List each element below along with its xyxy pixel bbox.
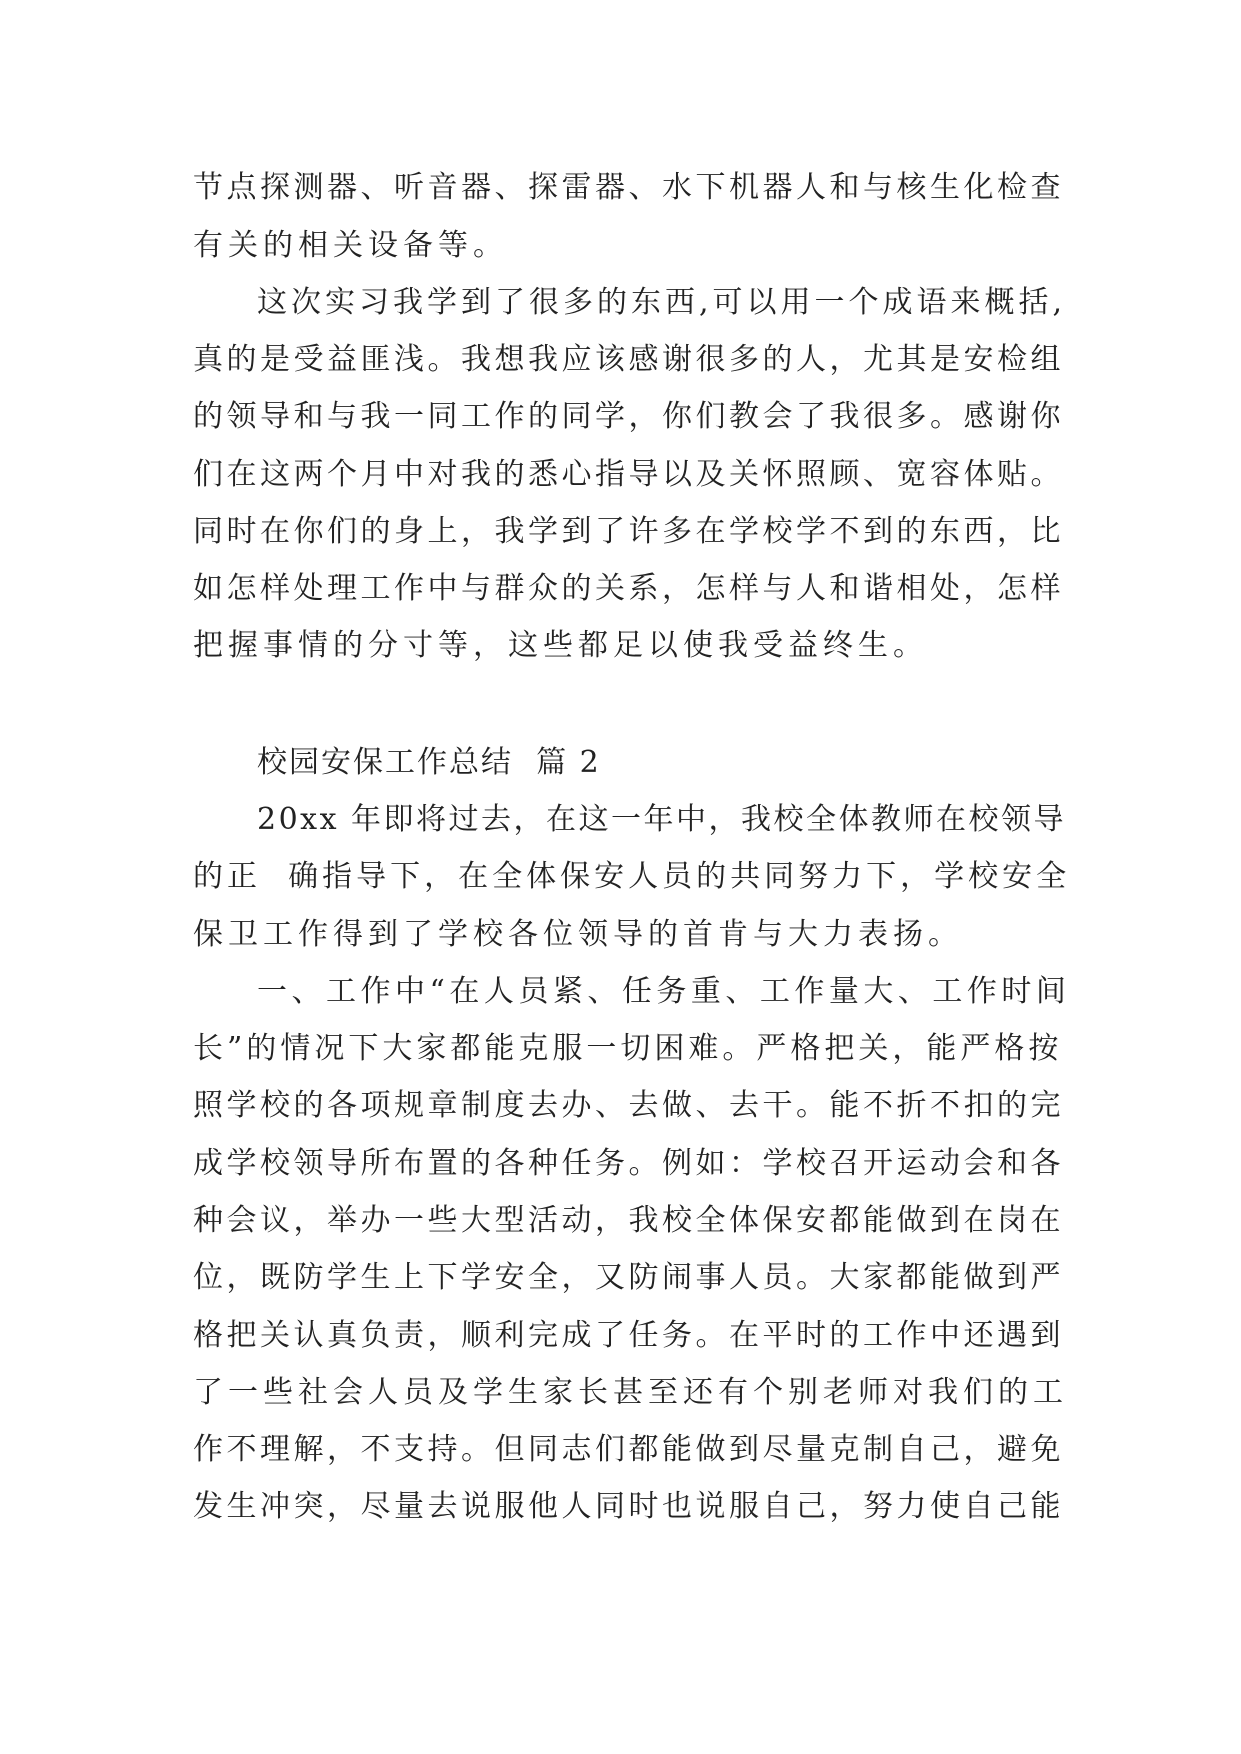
text-line: 20xx 年即将过去，在这一年中，我校全体教师在校领导 bbox=[257, 802, 1067, 837]
text-line: 成学校领导所布置的各种任务。例如：学校召开运动会和各 bbox=[193, 1146, 1064, 1181]
section-heading: 校园安保工作总结 篇 2 bbox=[257, 745, 601, 780]
text-line: 一、工作中“在人员紧、任务重、工作量大、工作时间 bbox=[257, 974, 1071, 1009]
text-line: 如怎样处理工作中与群众的关系，怎样与人和谐相处，怎样 bbox=[193, 571, 1064, 606]
text-line: 保卫工作得到了学校各位领导的首肯与大力表扬。 bbox=[193, 917, 963, 952]
text-line: 照学校的各项规章制度去办、去做、去干。能不折不扣的完 bbox=[193, 1088, 1064, 1123]
text-line: 节点探测器、听音器、探雷器、水下机器人和与核生化检查 bbox=[193, 170, 1064, 205]
text-line: 格把关认真负责，顺利完成了任务。在平时的工作中还遇到 bbox=[193, 1318, 1064, 1353]
text-line: 这次实习我学到了很多的东西,可以用一个成语来概括, bbox=[257, 285, 1067, 320]
text-line: 的正 确指导下，在全体保安人员的共同努力下，学校安全 bbox=[193, 859, 1071, 894]
text-line: 了一些社会人员及学生家长甚至还有个别老师对我们的工 bbox=[193, 1375, 1068, 1410]
text-line: 作不理解，不支持。但同志们都能做到尽量克制自己，避免 bbox=[193, 1432, 1064, 1467]
text-line: 位，既防学生上下学安全，又防闹事人员。大家都能做到严 bbox=[193, 1260, 1064, 1295]
text-line: 发生冲突，尽量去说服他人同时也说服自己，努力使自己能 bbox=[193, 1489, 1064, 1524]
text-line: 把握事情的分寸等，这些都足以使我受益终生。 bbox=[193, 628, 928, 663]
text-line: 同时在你们的身上，我学到了许多在学校学不到的东西，比 bbox=[193, 514, 1064, 549]
text-line: 们在这两个月中对我的悉心指导以及关怀照顾、宽容体贴。 bbox=[193, 457, 1064, 492]
text-line: 有关的相关设备等。 bbox=[193, 228, 508, 263]
text-line: 长”的情况下大家都能克服一切困难。严格把关，能严格按 bbox=[193, 1031, 1063, 1066]
text-line: 种会议，举办一些大型活动，我校全体保安都能做到在岗在 bbox=[193, 1203, 1064, 1238]
text-line: 的领导和与我一同工作的同学，你们教会了我很多。感谢你 bbox=[193, 399, 1064, 434]
text-line: 真的是受益匪浅。我想我应该感谢很多的人，尤其是安检组 bbox=[193, 342, 1064, 377]
